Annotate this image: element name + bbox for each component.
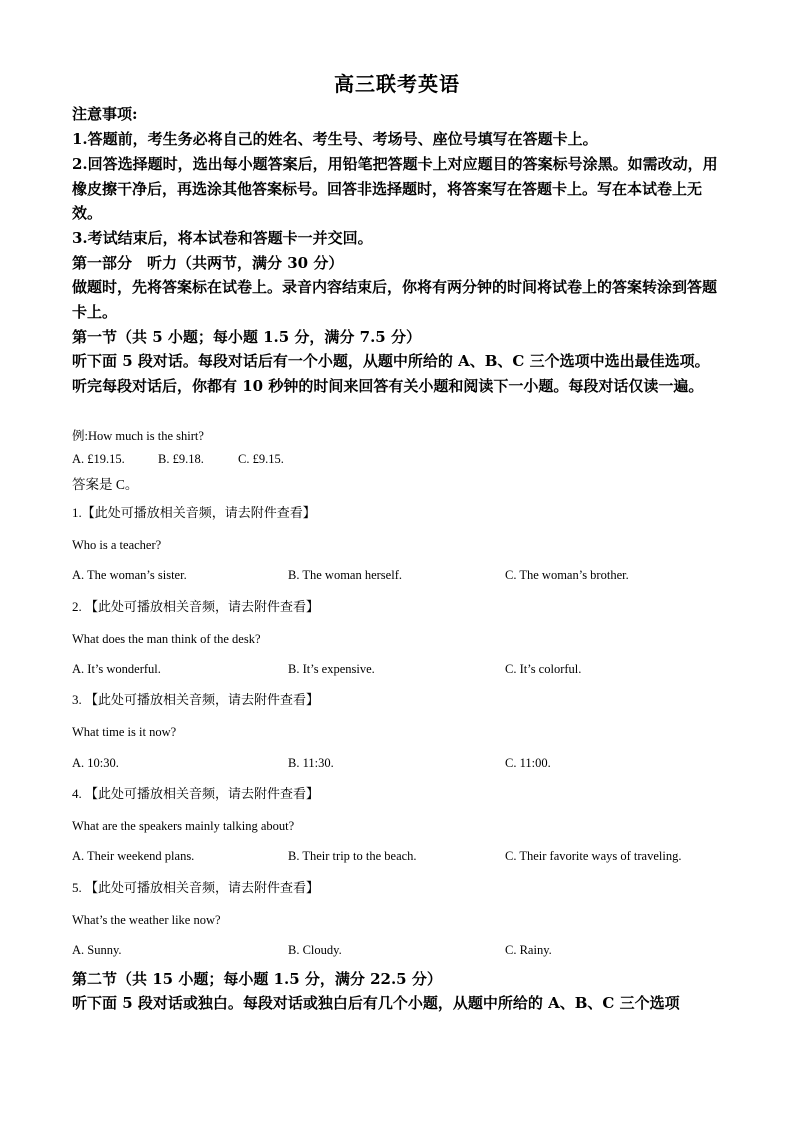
section1-heading: 第一节（共 5 小题；每小题 1.5 分，满分 7.5 分） <box>72 328 421 346</box>
question-4-option-b: B. Their trip to the beach. <box>288 849 417 863</box>
part1-instructions: 做题时，先将答案标在试卷上。录音内容结束后，你将有两分钟的时间将试卷上的答案转涂到答题卡上。 <box>72 278 718 321</box>
question-3-option-c: C. 11:00. <box>505 756 551 770</box>
page-title: 高三联考英语 <box>334 72 460 96</box>
question-4-option-c: C. Their favorite ways of traveling. <box>505 849 682 863</box>
question-2-text: What does the man think of the desk? <box>72 632 261 646</box>
question-4-text: What are the speakers mainly talking about? <box>72 819 295 833</box>
question-4-option-a: A. Their weekend plans. <box>72 849 195 863</box>
question-1-option-a: A. The woman’s sister. <box>72 568 187 582</box>
question-5-text: What’s the weather like now? <box>72 913 221 927</box>
question-2-audio[interactable]: 2. 【此处可播放相关音频，请去附件查看】 <box>72 599 320 614</box>
example-option-b: B. £9.18. <box>158 452 204 466</box>
question-5-audio[interactable]: 5. 【此处可播放相关音频，请去附件查看】 <box>72 880 320 895</box>
notice-heading: 注意事项: <box>72 105 138 123</box>
notice-item-3: 3.考试结束后，将本试卷和答题卡一并交回。 <box>72 229 373 247</box>
question-2-option-a: A. It’s wonderful. <box>72 662 161 676</box>
question-1-text: Who is a teacher? <box>72 538 162 552</box>
section1-instructions: 听下面 5 段对话。每段对话后有一个小题，从题中所给的 A、B、C 三个选项中选出最佳选项。听完每段对话后，你都有 10 秒钟的时间来回答有关小题和阅读下一小题。每段对话仅读一遍。 <box>72 352 710 395</box>
example-answer: 答案是 C。 <box>72 477 139 492</box>
part1-heading: 第一部分 听力（共两节，满分 30 分） <box>72 254 344 272</box>
example-question: 例:How much is the shirt? <box>72 429 204 443</box>
notice-item-2: 2.回答选择题时，选出每小题答案后，用铅笔把答题卡上对应题目的答案标号涂黑。如需改动，用橡皮擦干净后，再选涂其他答案标号。回答非选择题时，将答案写在答题卡上。写在本试卷上无效。 <box>72 155 718 222</box>
section2-heading: 第二节（共 15 小题；每小题 1.5 分，满分 22.5 分） <box>72 970 442 988</box>
notice-item-1: 1.答题前，考生务必将自己的姓名、考生号、考场号、座位号填写在答题卡上。 <box>72 130 598 148</box>
example-option-a: A. £19.15. <box>72 452 125 466</box>
question-3-audio[interactable]: 3. 【此处可播放相关音频，请去附件查看】 <box>72 692 320 707</box>
question-5-option-c: C. Rainy. <box>505 943 552 957</box>
question-2-option-c: C. It’s colorful. <box>505 662 582 676</box>
question-3-option-a: A. 10:30. <box>72 756 119 770</box>
question-1-option-c: C. The woman’s brother. <box>505 568 629 582</box>
section2-instructions: 听下面 5 段对话或独白。每段对话或独白后有几个小题，从题中所给的 A、B、C 三个选项 <box>72 994 680 1012</box>
question-5-option-a: A. Sunny. <box>72 943 122 957</box>
question-3-text: What time is it now? <box>72 725 177 739</box>
question-5-option-b: B. Cloudy. <box>288 943 342 957</box>
question-1-audio[interactable]: 1.【此处可播放相关音频，请去附件查看】 <box>72 505 316 520</box>
question-4-audio[interactable]: 4. 【此处可播放相关音频，请去附件查看】 <box>72 786 320 801</box>
example-option-c: C. £9.15. <box>238 452 284 466</box>
question-3-option-b: B. 11:30. <box>288 756 334 770</box>
question-2-option-b: B. It’s expensive. <box>288 662 375 676</box>
question-1-option-b: B. The woman herself. <box>288 568 402 582</box>
